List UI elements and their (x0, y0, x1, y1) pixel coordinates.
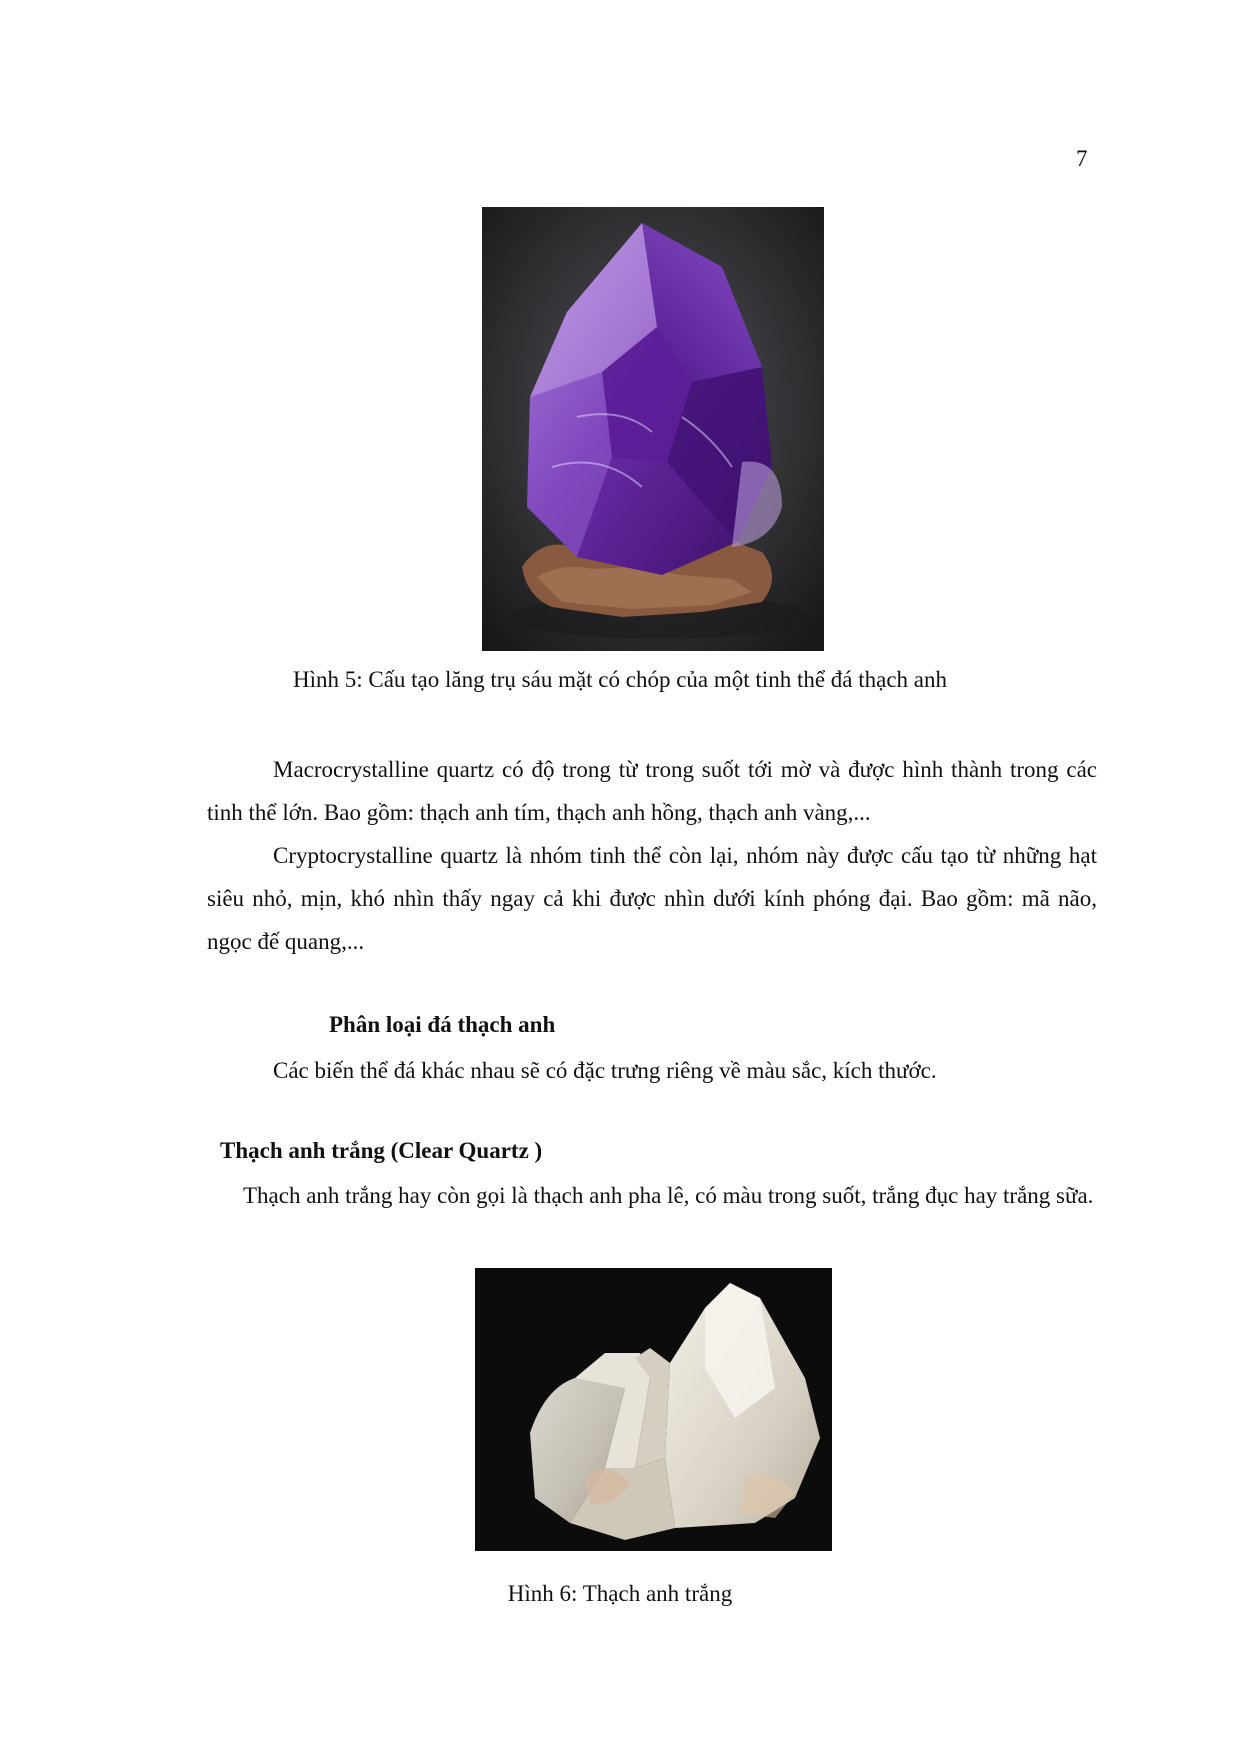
heading-clear-quartz: Thạch anh trắng (Clear Quartz ) (220, 1138, 543, 1163)
page-number: 7 (1076, 146, 1088, 171)
heading-classification: Phân loại đá thạch anh (329, 1012, 556, 1037)
paragraph-macrocrystalline: Macrocrystalline quartz có độ trong từ trong suốt tới mờ và được hình thành trong các tinh thể lớn. Bao gồm: thạch anh tím, thạch anh hồng, thạch anh vàng,... (207, 757, 1097, 825)
figure-6-caption: Hình 6: Thạch anh trắng (507, 1581, 733, 1606)
clear-quartz-image (475, 1268, 832, 1551)
amethyst-crystal-image (482, 207, 824, 651)
paragraph-cryptocrystalline: Cryptocrystalline quartz là nhóm tinh thể còn lại, nhóm này được cấu tạo từ những hạt siêu nhỏ, mịn, khó nhìn thấy ngay cả khi được nhìn dưới kính phóng đại. Bao gồm: mã não, ngọc đế quang,... (207, 843, 1097, 954)
paragraph-clear-quartz: Thạch anh trắng hay còn gọi là thạch anh pha lê, có màu trong suốt, trắng đục hay trắng sữa. (243, 1183, 1094, 1208)
figure-5-caption: Hình 5: Cấu tạo lăng trụ sáu mặt có chóp của một tinh thể đá thạch anh (292, 667, 948, 692)
paragraph-variants: Các biến thể đá khác nhau sẽ có đặc trưng riêng về màu sắc, kích thước. (273, 1058, 937, 1083)
